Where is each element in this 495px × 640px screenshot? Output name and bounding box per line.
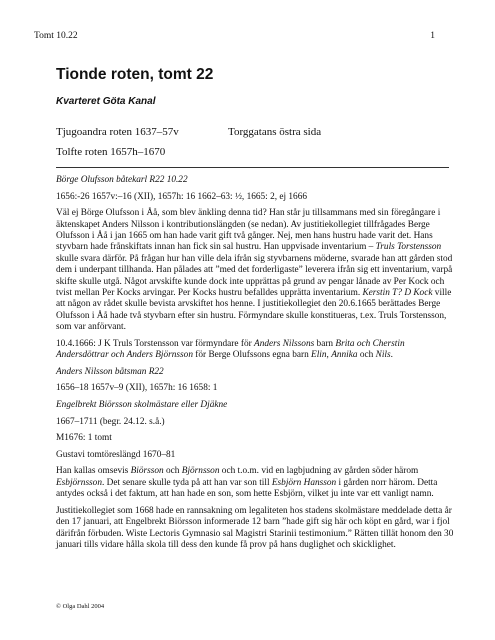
italic-text-run: Nils (375, 350, 391, 361)
italic-text-run: Anders Nilsson båtsman R22 (56, 366, 164, 377)
body-paragraph (56, 417, 455, 428)
page-subtitle: Kvarteret Göta Kanal (56, 96, 156, 107)
text-run: och t.o.m. vid en lagbjudning av gården söder härom (219, 466, 419, 477)
text-run: 1656:-26 1657v:–16 (XII), 1657h: 16 1662–63: ½, 1665: 2, ej 1666 (56, 191, 307, 202)
page-title: Tionde roten, tomt 22 (56, 66, 214, 83)
body-paragraph (56, 192, 455, 203)
body-paragraph (56, 433, 455, 444)
body-paragraph (56, 175, 455, 186)
body-paragraph (56, 450, 455, 461)
text-run: 1667–1711 (begr. 24.12. s.å.) (56, 416, 165, 427)
body-paragraph (56, 506, 455, 552)
body-paragraph (56, 339, 455, 362)
italic-text-run: Elin (311, 350, 327, 361)
roten-line-1: Tjugoandra roten 1637–57v (56, 126, 179, 138)
text-run: Han kallas omsevis (56, 466, 131, 477)
text-run: M1676: 1 tomt (56, 433, 112, 444)
italic-text-run: Kerstin T? D Kock (362, 288, 433, 299)
copyright-footer: © Olga Dahl 2004 (56, 603, 105, 610)
italic-text-run: Esbjörnsson (56, 477, 102, 488)
italic-text-run: Engelbrekt Biörsson skolmästare eller Djäkne (56, 400, 228, 411)
text-run: Väl ej Börge Olufsson i Åå, som blev änkling denna tid? Han står ju tillsammans med sin föregångare i äktenskapet Anders Nilsson i kontributionslängden (se nedan). Av justitiekollegiet tillfrågades Berge Olufsson i Åå i jan 1665 om han hade varit gift två gånger. Nej, men hans hustru hade varit det. Hans styvbarn hade frånskiftats innan han fick sin sal hustru. Han uppvisade inventarium – (56, 208, 441, 253)
italic-text-run: Biörsson (130, 466, 164, 477)
header-title: Tomt 10.22 (34, 31, 78, 41)
document-body (56, 175, 455, 557)
text-run: och (357, 350, 376, 361)
italic-text-run: Annika (331, 350, 358, 361)
text-run: Gustavi tomtöreslängd 1670–81 (56, 449, 176, 460)
text-run: , (326, 350, 332, 361)
text-run: 10.4.1666: J K Truls Torstensson var förmyndare för (56, 338, 255, 349)
text-run: och (163, 466, 182, 477)
street-location: Torggatans östra sida (228, 126, 322, 138)
text-run: . Det senare skulle tyda på att han var son till (101, 477, 272, 488)
text-run: barn (314, 338, 336, 349)
text-run: för Berge Olufssons egna barn (192, 350, 312, 361)
body-paragraph (56, 208, 455, 333)
page-number: 1 (430, 31, 435, 41)
italic-text-run: Björnsson (181, 466, 220, 477)
italic-text-run: Truls Torstensson (375, 242, 442, 253)
text-run: 1656–18 1657v–9 (XII), 1657h: 16 1658: 1 (56, 383, 218, 394)
italic-text-run: Börge Olufsson båtekarl R22 10.22 (56, 175, 188, 185)
text-run: ville att någon av rådet skulle bevista arvskiftet hos henne. I justitiekollegiet den 20.6.1665 berättades Berge Olufsson i Åå hade två styvbarn efter sin hustru. Förmyndare skulle konstitueras, t.ex. Truls Torstensson, som var anförvant. (56, 288, 452, 333)
text-run: i gården norr härom. Detta antydes också i det faktum, att han hade en son, som hette Esbjörn, vilket ju inte var ett vanligt namn. (56, 477, 438, 500)
italic-text-run: Anders Nilssons (254, 338, 315, 349)
section-divider (56, 167, 449, 168)
roten-line-2: Tolfte roten 1657h–1670 (56, 146, 166, 158)
text-run: . (390, 350, 393, 361)
body-paragraph (56, 383, 455, 394)
body-paragraph (56, 400, 455, 411)
text-run: Justitiekollegiet som 1668 hade en rannsakning om legaliteten hos stadens skolmästare meddelade detta år den 17 januari, att Engelbrekt Biörsson informerade 12 barn ”hade gift sig här och köpt en gård, war i fjol därifrån förbuden. Wiste Lectoris Gymnasio sal Magistri Starinii testimonium.” Rätten tillät honom den 30 januari tills vidare hålla skola till dess den kunde få prov på hans duglighet och skicklighet. (56, 505, 454, 551)
italic-text-run: Brita och Cherstin Andersdöttrar och Anders Björnsson (56, 338, 405, 361)
italic-text-run: Esbjörn Hansson (271, 477, 337, 488)
body-paragraph (56, 466, 455, 500)
body-paragraph (56, 367, 455, 378)
text-run: skulle svara därför. På frågan hur han ville dela ifrån sig styvbarnens möderne, svarade han att gården stod dem i underpant tillhanda. Han pålades att ”med det forderligaste” leverera ifrån sig ett inventarium, varpå skifte skulle utgå. Något arvskifte kunde dock inte upprättas på grund av pengar lånade av Per Kock och tvist mellan Per Kocks arvingar. Per Kocks hustru befalldes upprätta inventarium. (56, 253, 453, 299)
